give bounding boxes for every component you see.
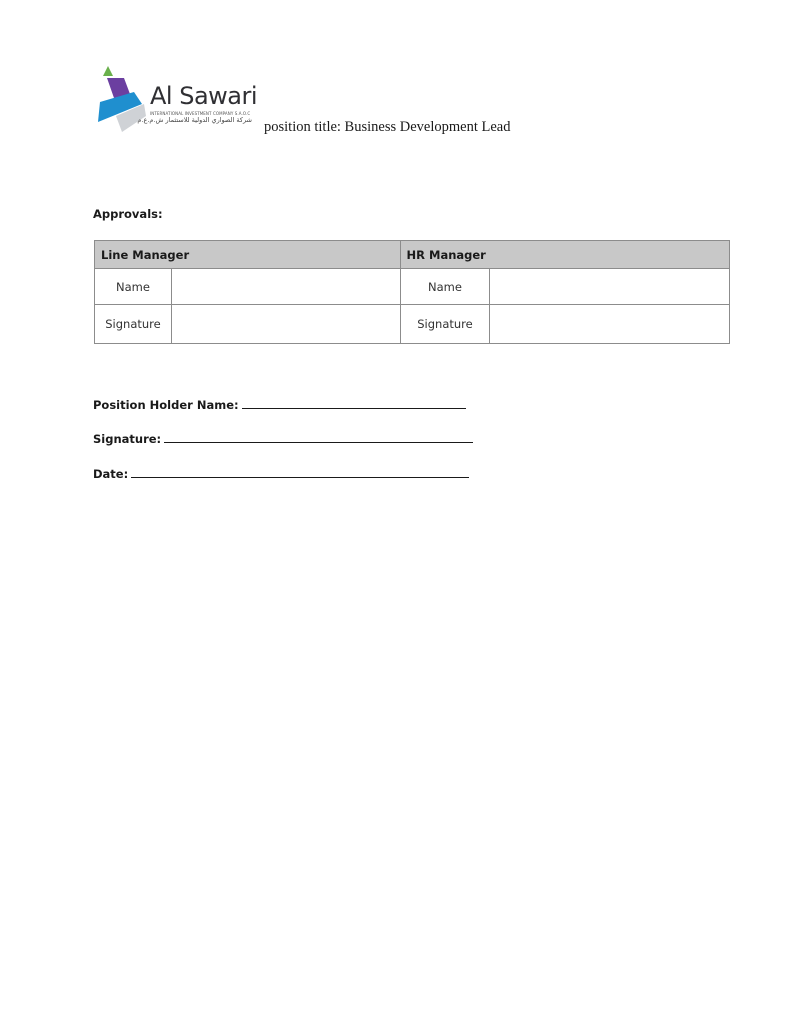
position-title: position title: Business Development Lead [264, 119, 511, 135]
hr-manager-signature-field[interactable] [490, 305, 730, 344]
line-manager-signature-label: Signature [95, 305, 172, 344]
logo-subtitle: INTERNATIONAL INVESTMENT COMPANY S.A.O.C [150, 111, 251, 116]
company-logo [94, 64, 269, 136]
approvals-table [94, 240, 730, 344]
line-manager-signature-field[interactable] [171, 305, 400, 344]
logo-arabic-text: شركة الصواري الدولية للاستثمار ش.م.ع.م [137, 116, 252, 124]
line-manager-name-field[interactable] [171, 269, 400, 305]
hr-manager-name-label: Name [400, 269, 490, 305]
holder-name-label: Position Holder Name: [93, 398, 239, 412]
logo-name: Al Sawari [150, 82, 258, 110]
date-line [93, 466, 469, 481]
hr-manager-name-field[interactable] [490, 269, 730, 305]
signature-line [93, 431, 473, 446]
approvals-heading: Approvals: [93, 207, 163, 221]
line-manager-header: Line Manager [95, 241, 401, 269]
date-label: Date: [93, 467, 129, 481]
date-blank[interactable] [131, 466, 469, 478]
signature-blank[interactable] [164, 431, 473, 443]
holder-name-line [93, 397, 466, 412]
signature-label: Signature: [93, 432, 162, 446]
hr-manager-header: HR Manager [400, 241, 729, 269]
holder-name-blank[interactable] [242, 397, 466, 409]
hr-manager-signature-label: Signature [400, 305, 490, 344]
line-manager-name-label: Name [95, 269, 172, 305]
